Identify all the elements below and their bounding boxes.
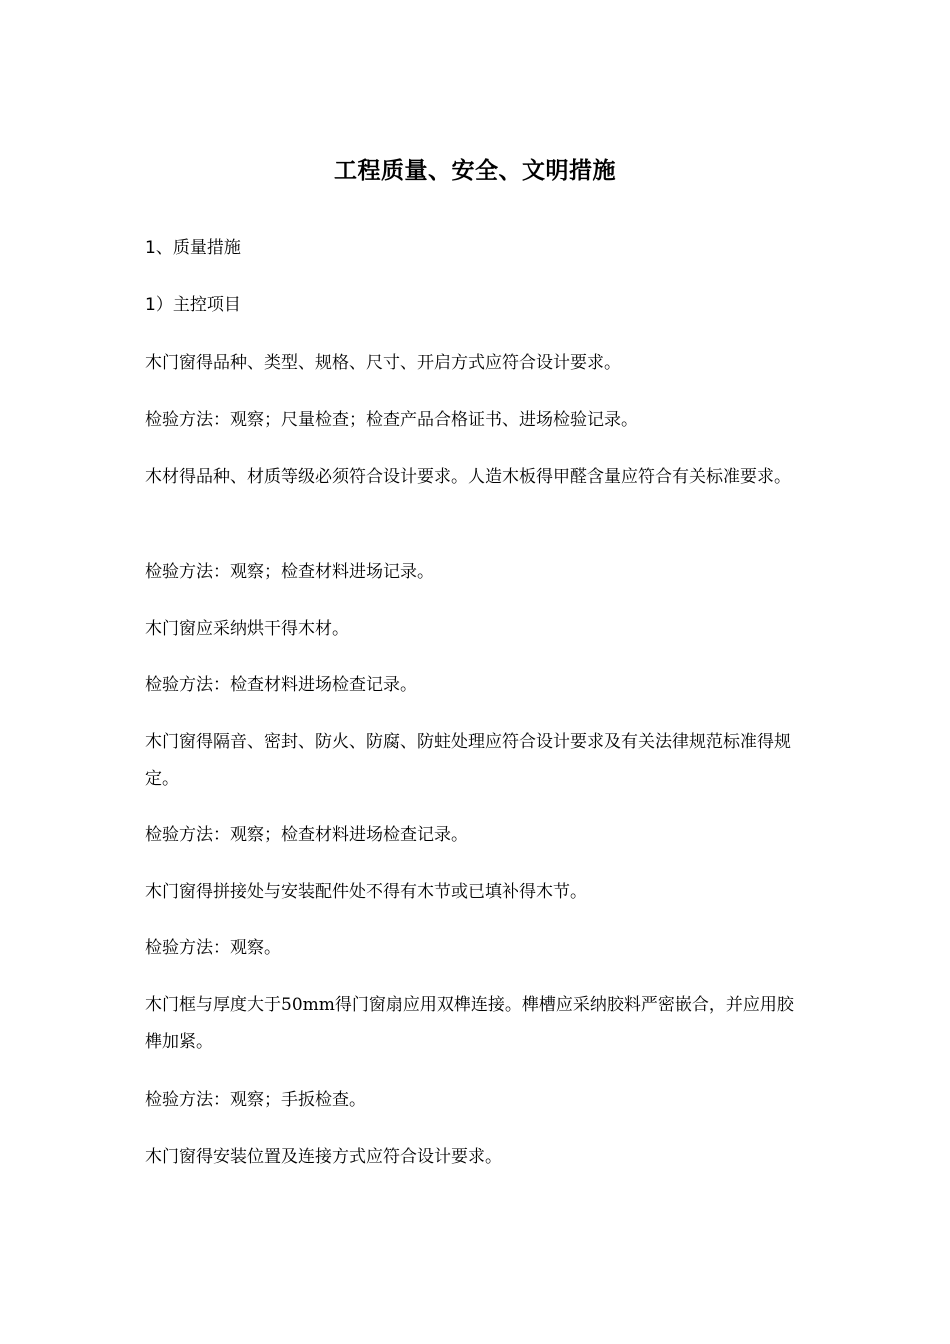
paragraph: 木材得品种、材质等级必须符合设计要求。人造木板得甲醛含量应符合有关标准要求。: [145, 467, 791, 487]
paragraph: 检验方法：观察；检查材料进场检查记录。: [145, 825, 468, 845]
paragraph: 木门框与厚度大于50mm得门窗扇应用双榫连接。榫槽应采纳胶料严密嵌合，并应用胶榫加紧。: [145, 995, 794, 1052]
section-heading: 1、质量措施: [145, 238, 241, 258]
paragraph: 检验方法：观察；检查材料进场记录。: [145, 562, 434, 582]
document-title: 工程质量、安全、文明措施: [334, 158, 616, 184]
paragraph: 木门窗得隔音、密封、防火、防腐、防蛀处理应符合设计要求及有关法律规范标准得规定。: [145, 732, 791, 789]
paragraph: 木门窗得安装位置及连接方式应符合设计要求。: [145, 1147, 502, 1167]
paragraph: 检验方法：观察。: [145, 938, 281, 958]
paragraph: 木门窗得拼接处与安装配件处不得有木节或已填补得木节。: [145, 882, 587, 902]
paragraph: 检验方法：观察；尺量检查；检查产品合格证书、进场检验记录。: [145, 410, 638, 430]
paragraph: 检验方法：观察；手扳检查。: [145, 1090, 366, 1110]
subsection-heading: 1）主控项目: [145, 295, 241, 315]
paragraph: 木门窗得品种、类型、规格、尺寸、开启方式应符合设计要求。: [145, 353, 621, 373]
paragraph: 检验方法：检查材料进场检查记录。: [145, 675, 417, 695]
paragraph: 木门窗应采纳烘干得木材。: [145, 619, 349, 639]
